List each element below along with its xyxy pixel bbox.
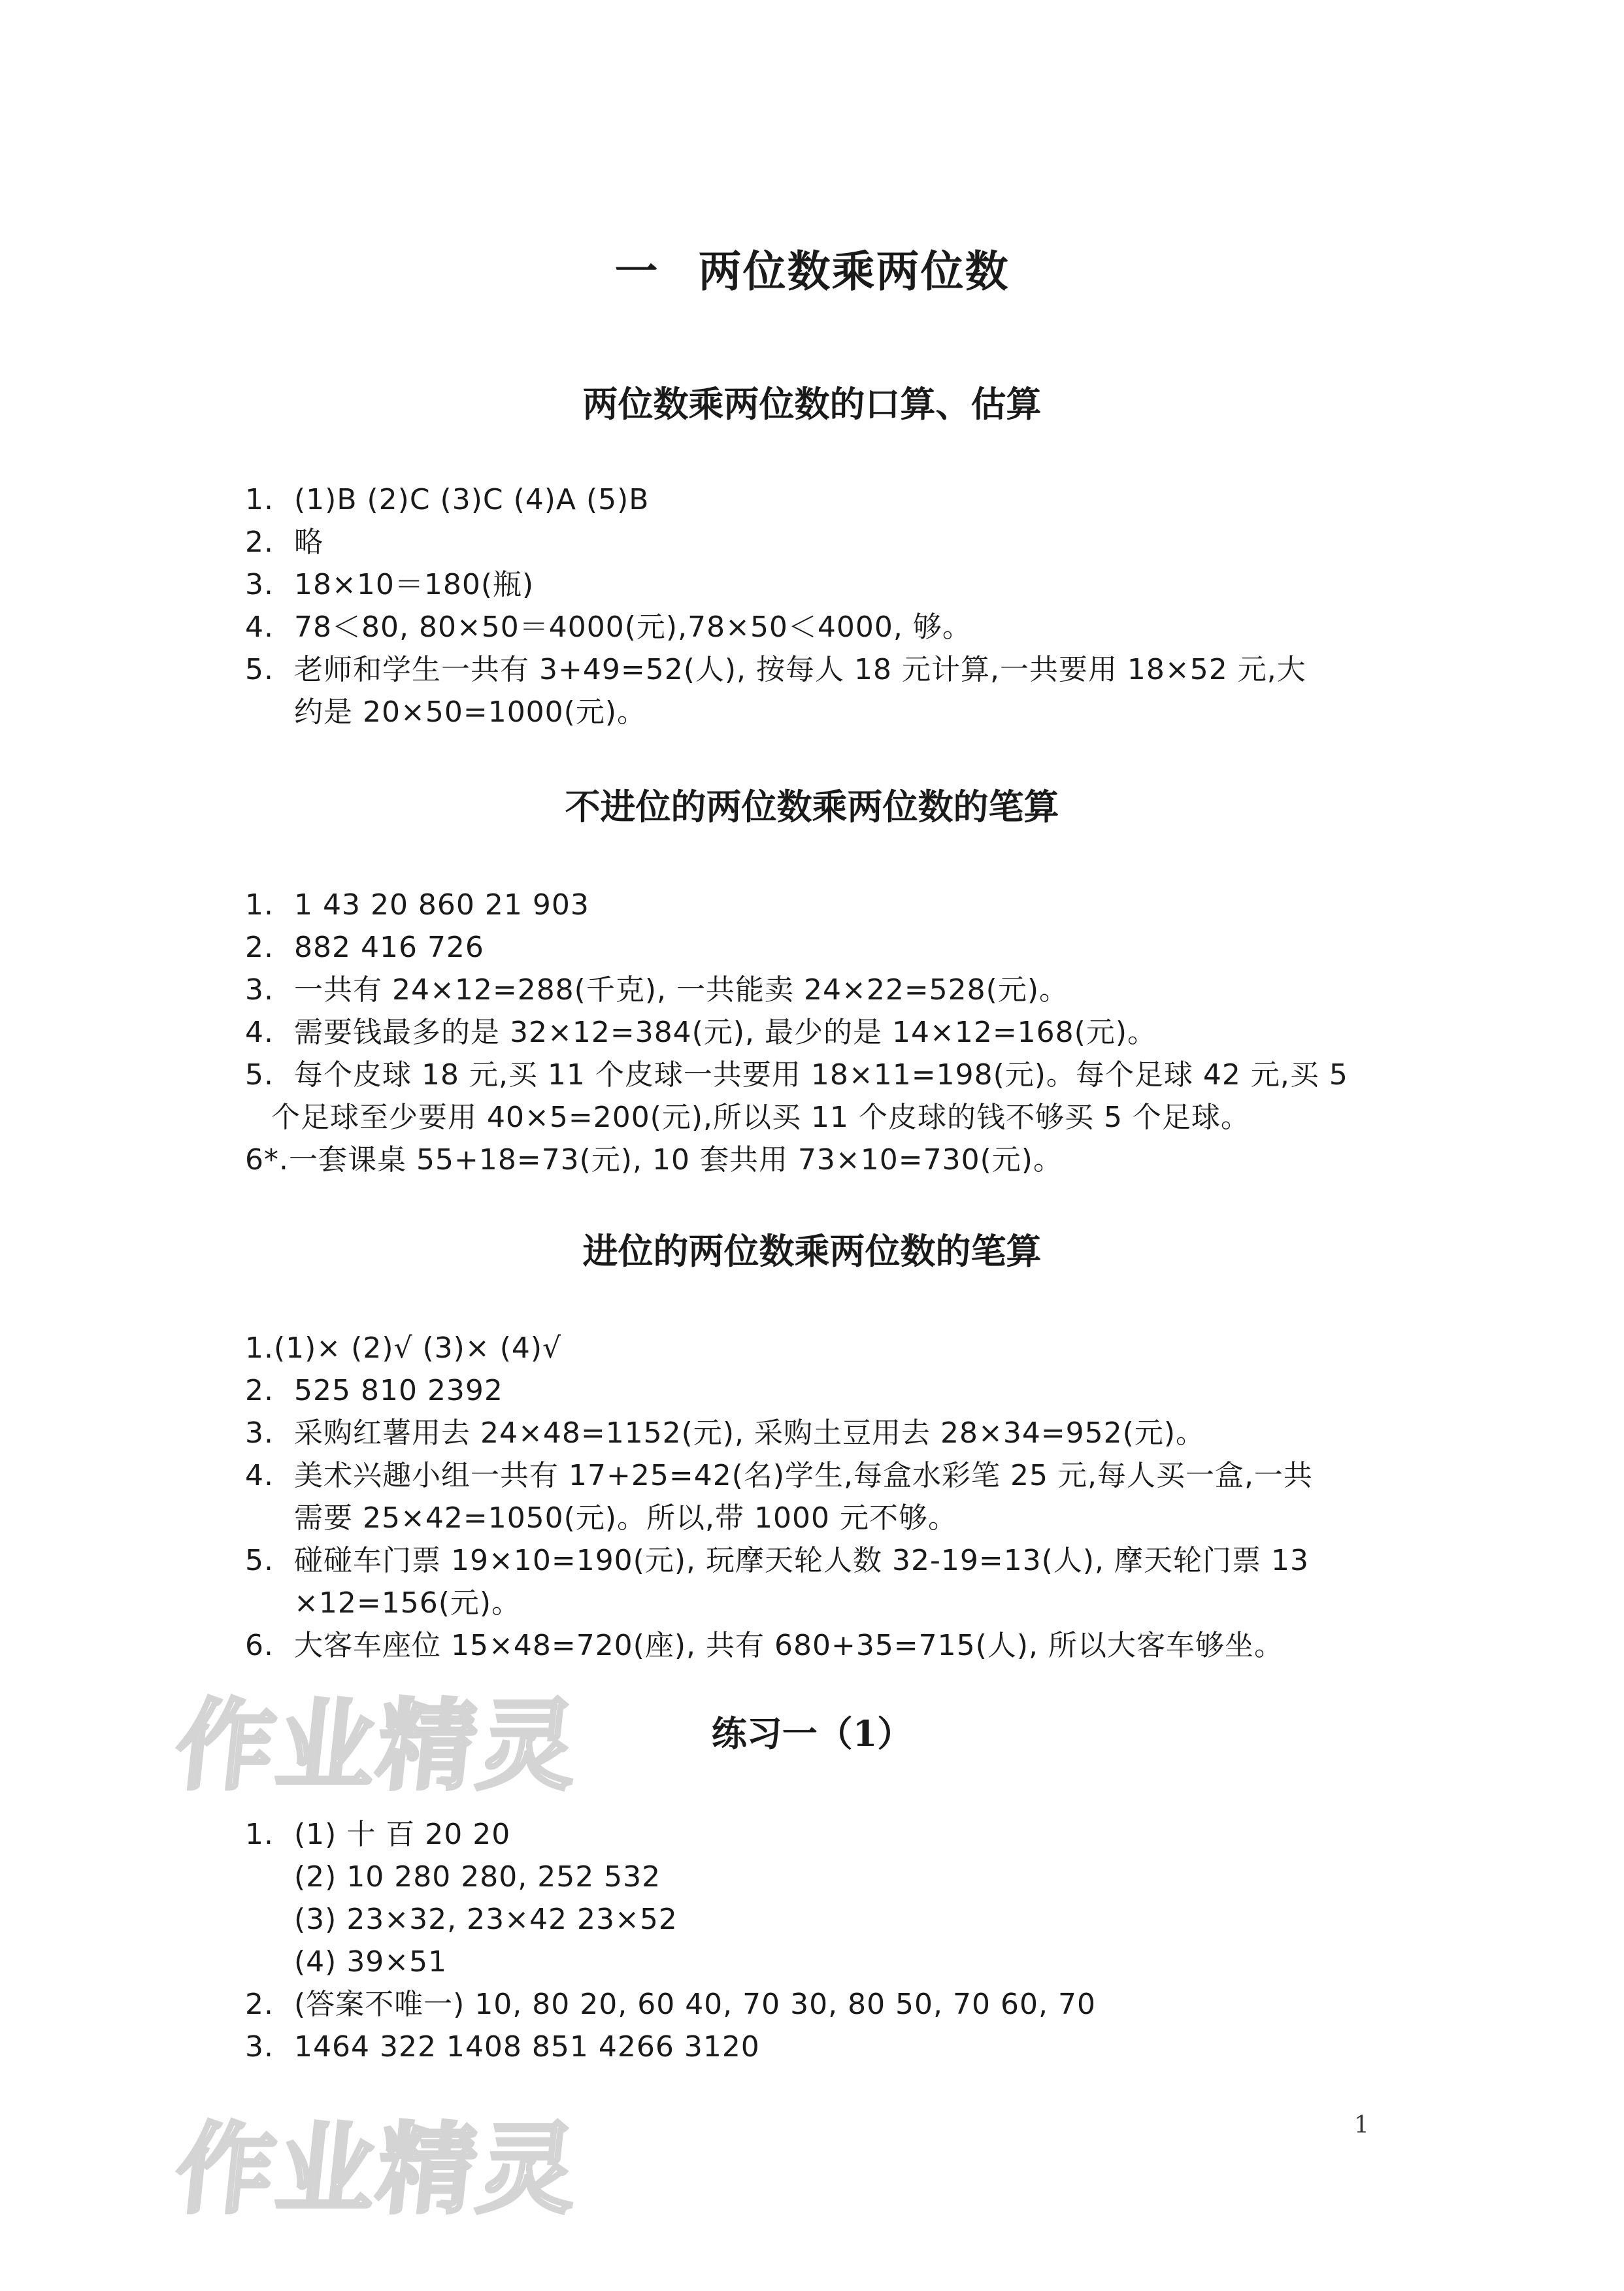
answer-list xyxy=(245,478,1395,733)
item-text: 略 xyxy=(294,526,323,559)
item-number: 1. xyxy=(245,888,274,922)
item-text: 每个皮球 18 元,买 11 个皮球一共要用 18×11=198(元)。每个足球 42 元,买 5 xyxy=(294,1058,1348,1092)
list-item xyxy=(245,1412,1395,1454)
item-text: 882 416 726 xyxy=(294,931,484,964)
item-number: 4. xyxy=(245,1016,274,1049)
chapter-number: 一 xyxy=(614,246,659,297)
item-number: 2. xyxy=(245,1374,274,1407)
item-number: 2. xyxy=(245,526,274,559)
list-item xyxy=(245,2026,1395,2068)
list-item xyxy=(245,969,1395,1011)
list-item xyxy=(245,521,1395,563)
item-number: 1. xyxy=(245,483,274,516)
chapter-title-text: 两位数乘两位数 xyxy=(698,246,1010,297)
item-number: 4. xyxy=(245,610,274,644)
sub-item xyxy=(245,1941,1395,1983)
list-item xyxy=(245,926,1395,969)
item-text: 大客车座位 15×48=720(座), 共有 680+35=715(人), 所以大客车够坐。 xyxy=(294,1629,1284,1662)
item-number: 5. xyxy=(245,1058,274,1092)
item-text: 1 43 20 860 21 903 xyxy=(294,888,589,922)
section-title: 练习一（1） xyxy=(711,1713,913,1754)
item-text: (1)B (2)C (3)C (4)A (5)B xyxy=(294,483,650,516)
list-item xyxy=(245,563,1395,606)
answer-list xyxy=(245,1813,1395,2068)
section-title: 两位数乘两位数的口算、估算 xyxy=(582,383,1042,425)
item-number: 3. xyxy=(245,2030,274,2064)
list-item xyxy=(245,1139,1395,1181)
list-item xyxy=(245,478,1395,521)
item-text: 525 810 2392 xyxy=(294,1374,503,1407)
item-number: 3. xyxy=(245,568,274,601)
item-text: (1) 十 百 20 20 xyxy=(294,1818,511,1851)
list-item xyxy=(245,648,1395,733)
answer-list xyxy=(245,884,1395,1181)
item-number: 5. xyxy=(245,653,274,686)
item-text: 老师和学生一共有 3+49=52(人), 按每人 18 元计算,一共要用 18×52 元,大 xyxy=(294,653,1306,686)
answer-list xyxy=(245,1327,1395,1667)
list-item xyxy=(245,884,1395,926)
item-text: 采购红薯用去 24×48=1152(元), 采购土豆用去 28×34=952(元)。 xyxy=(294,1416,1205,1450)
list-item xyxy=(245,1054,1395,1139)
item-number: 5. xyxy=(245,1544,274,1577)
item-text: 需要钱最多的是 32×12=384(元), 最少的是 14×12=168(元)。 xyxy=(294,1016,1157,1049)
list-item xyxy=(245,1369,1395,1412)
item-text-continued: 约是 20×50=1000(元)。 xyxy=(294,695,647,729)
item-text: 6*.一套课桌 55+18=73(元), 10 套共用 73×10=730(元)。 xyxy=(245,1143,1063,1177)
item-text: 18×10＝180(瓶) xyxy=(294,568,535,601)
item-text: 78＜80, 80×50＝4000(元),78×50＜4000, 够。 xyxy=(294,610,972,644)
item-text: 碰碰车门票 19×10=190(元), 玩摩天轮人数 32-19=13(人), 摩天轮门票 13 xyxy=(294,1544,1309,1577)
list-item xyxy=(245,1813,1395,1856)
item-text: 1464 322 1408 851 4266 3120 xyxy=(294,2030,760,2064)
list-item xyxy=(245,1454,1395,1539)
item-number: 2. xyxy=(245,1988,274,2021)
item-number: 4. xyxy=(245,1459,274,1492)
item-text: (答案不唯一) 10, 80 20, 60 40, 70 30, 80 50, 70 60, 70 xyxy=(294,1988,1096,2021)
list-item xyxy=(245,606,1395,648)
item-number: 3. xyxy=(245,1416,274,1450)
list-item xyxy=(245,1983,1395,2026)
watermark: 作业精灵 xyxy=(170,1690,586,1803)
item-text: 一共有 24×12=288(千克), 一共能卖 24×22=528(元)。 xyxy=(294,973,1069,1007)
item-number: 1. xyxy=(245,1818,274,1851)
list-item xyxy=(245,1011,1395,1054)
chapter-title xyxy=(0,242,1624,301)
item-number: 6. xyxy=(245,1629,274,1662)
item-text-continued: 需要 25×42=1050(元)。所以,带 1000 元不够。 xyxy=(294,1501,957,1535)
item-text: (2) 10 280 280, 252 532 xyxy=(294,1860,661,1894)
item-text: (4) 39×51 xyxy=(294,1945,448,1979)
item-number: 3. xyxy=(245,973,274,1007)
item-text-continued: ×12=156(元)。 xyxy=(294,1586,522,1620)
list-item xyxy=(245,1539,1395,1624)
item-text: 美术兴趣小组一共有 17+25=42(名)学生,每盒水彩笔 25 元,每人买一盒,一共 xyxy=(294,1459,1313,1492)
item-number: 2. xyxy=(245,931,274,964)
page-number: 1 xyxy=(1354,2112,1369,2139)
section-title: 进位的两位数乘两位数的笔算 xyxy=(582,1230,1042,1272)
list-item xyxy=(245,1327,1395,1369)
section-title: 不进位的两位数乘两位数的笔算 xyxy=(565,786,1059,828)
item-text: (3) 23×32, 23×42 23×52 xyxy=(294,1903,678,1936)
item-text: 1.(1)× (2)√ (3)× (4)√ xyxy=(245,1331,562,1365)
item-text-continued: 个足球至少要用 40×5=200(元),所以买 11 个皮球的钱不够买 5 个足球。 xyxy=(271,1101,1250,1134)
sub-item xyxy=(245,1856,1395,1898)
list-item xyxy=(245,1624,1395,1667)
watermark: 作业精灵 xyxy=(170,2113,586,2227)
sub-item xyxy=(245,1898,1395,1941)
